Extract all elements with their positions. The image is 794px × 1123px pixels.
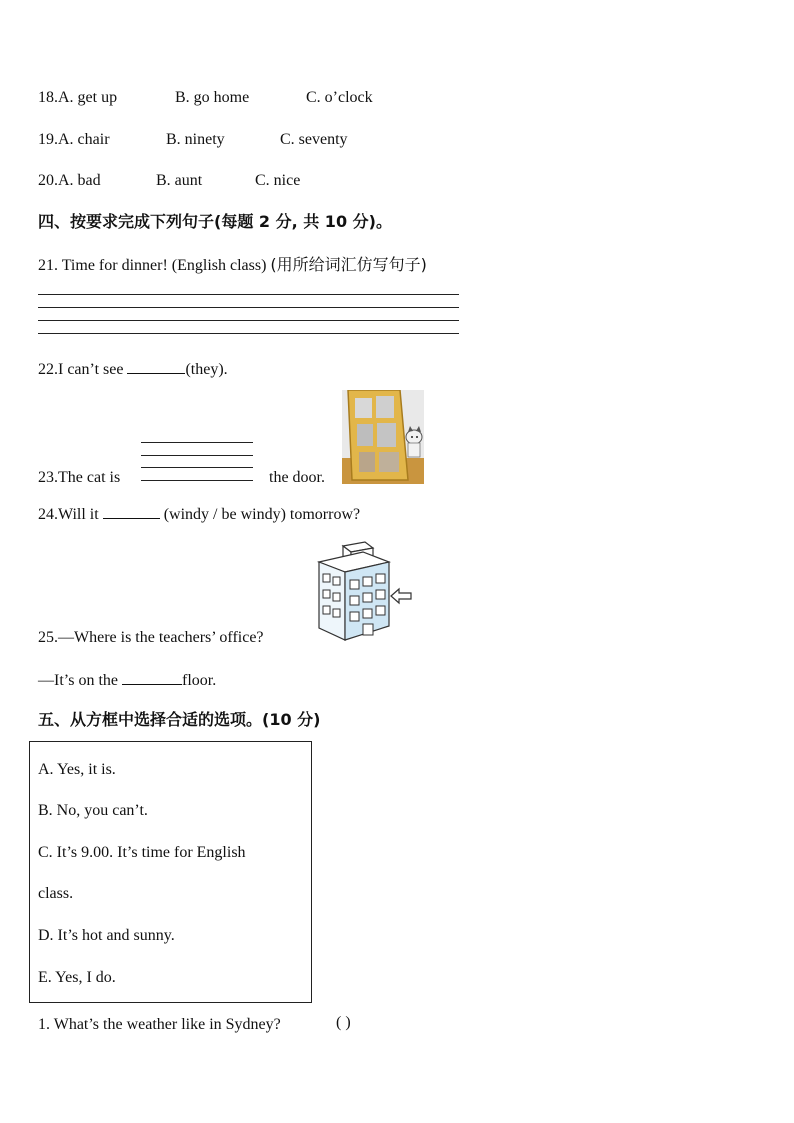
options-box <box>29 741 312 1003</box>
question-text: 1. What’s the weather like in Sydney? <box>38 1016 281 1033</box>
question-text: The cat is <box>58 469 121 486</box>
answer-line <box>38 333 459 334</box>
answer-line <box>38 320 459 321</box>
question-hint: (they). <box>185 361 228 378</box>
question-24 <box>38 504 360 525</box>
option-c: C. seventy <box>280 131 348 148</box>
arrow-left-icon <box>391 589 411 603</box>
instruction-note: (用所给词汇仿写句子) <box>270 255 427 274</box>
question-20 <box>38 171 101 191</box>
section-4-heading: 四、按要求完成下列句子(每题 2 分, 共 10 分)。 <box>38 212 392 231</box>
question-number: 20. <box>38 172 58 189</box>
question-number: 25. <box>38 629 58 646</box>
option-e: E. Yes, I do. <box>38 969 116 986</box>
question-22 <box>38 359 228 380</box>
option-a: A. Yes, it is. <box>38 761 116 778</box>
option-c: C. It’s 9.00. It’s time for English <box>38 844 246 861</box>
answer-line <box>141 480 253 481</box>
question-25-answer <box>38 670 216 691</box>
option-a: A. get up <box>58 89 118 106</box>
fill-blank[interactable] <box>127 359 185 374</box>
question-number: 18. <box>38 89 58 106</box>
question-text: I can’t see <box>58 361 128 378</box>
option-b: B. ninety <box>166 131 225 148</box>
question-21 <box>38 255 427 276</box>
answer-line <box>38 294 459 295</box>
question-number: 21 <box>38 257 54 274</box>
question-number: 24. <box>38 506 58 523</box>
building-image <box>315 540 415 644</box>
option-b: B. aunt <box>156 172 203 189</box>
answer-text-end: floor. <box>182 672 217 689</box>
option-a: A. chair <box>58 131 110 148</box>
question-number: 22. <box>38 361 58 378</box>
question-number: 19. <box>38 131 58 148</box>
question-number: 23. <box>38 469 58 486</box>
answer-line <box>141 455 253 456</box>
question-text: —Where is the teachers’ office? <box>58 629 264 646</box>
fill-blank[interactable] <box>122 670 182 685</box>
question-23-end: the door. <box>269 469 325 486</box>
question-1 <box>38 1015 281 1035</box>
option-d: D. It’s hot and sunny. <box>38 927 175 944</box>
cat-behind-door-image <box>342 390 424 484</box>
answer-line <box>38 307 459 308</box>
question-23 <box>38 468 120 488</box>
question-text: Will it <box>58 506 103 523</box>
option-b: B. No, you can’t. <box>38 802 148 819</box>
question-text: . Time for dinner! (English class) <box>54 257 271 274</box>
option-b: B. go home <box>175 89 250 106</box>
answer-parentheses[interactable]: ( ) <box>336 1014 351 1031</box>
answer-line <box>141 442 253 443</box>
answer-line <box>141 467 253 468</box>
question-25 <box>38 628 264 648</box>
answer-text: —It’s on the <box>38 672 122 689</box>
option-c: C. nice <box>255 172 301 189</box>
question-hint: (windy / be windy) tomorrow? <box>159 506 361 523</box>
option-c-continued: class. <box>38 885 74 902</box>
option-a: A. bad <box>58 172 101 189</box>
question-18 <box>38 88 117 108</box>
section-5-heading: 五、从方框中选择合适的选项。(10 分) <box>38 710 321 729</box>
option-c: C. o’clock <box>306 89 373 106</box>
fill-blank[interactable] <box>103 504 160 519</box>
question-19 <box>38 130 110 150</box>
